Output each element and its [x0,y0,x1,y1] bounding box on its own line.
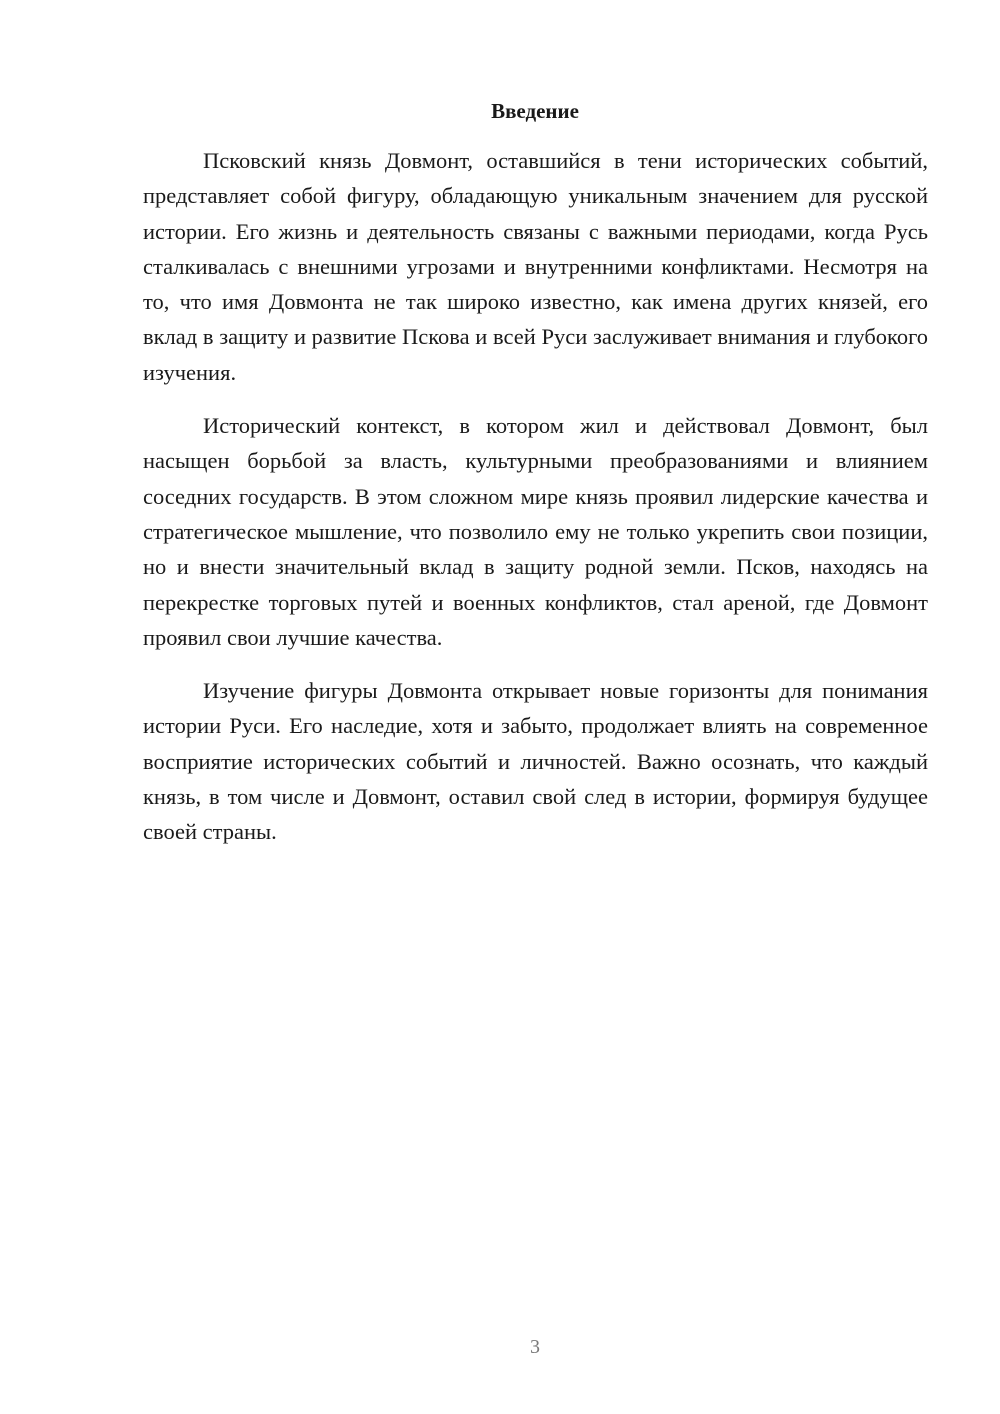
paragraph-1: Псковский князь Довмонт, оставшийся в тени исторических событий, представляет собой фигуру, обладающую уникальным значением для русской истории. Его жизнь и деятельность связаны с важными периодами, когда Русь сталкивалась с внешними угрозами и внутренними конфликтами. Несмотря на то, что имя Довмонта не так широко известно, как имена других князей, его вклад в защиту и развитие Пскова и всей Руси заслуживает внимания и глубокого изучения. [143,148,928,385]
paragraph-2: Исторический контекст, в котором жил и действовал Довмонт, был насыщен борьбой за власть, культурными преобразованиями и влиянием соседних государств. В этом сложном мире князь проявил лидерские качества и стратегическое мышление, что позволило ему не только укрепить свои позиции, но и внести значительный вклад в защиту родной земли. Псков, находясь на перекрестке торговых путей и военных конфликтов, стал ареной, где Довмонт проявил свои лучшие качества. [143,413,928,650]
section-heading: Введение [491,99,579,123]
paragraph-3: Изучение фигуры Довмонта открывает новые горизонты для понимания истории Руси. Его наследие, хотя и забыто, продолжает влиять на современное восприятие исторических событий и личностей. Важно осознать, что каждый князь, в том числе и Довмонт, оставил свой след в истории, формируя будущее своей страны. [143,678,928,845]
page-number: 3 [530,1336,540,1358]
body-text [143,143,928,868]
